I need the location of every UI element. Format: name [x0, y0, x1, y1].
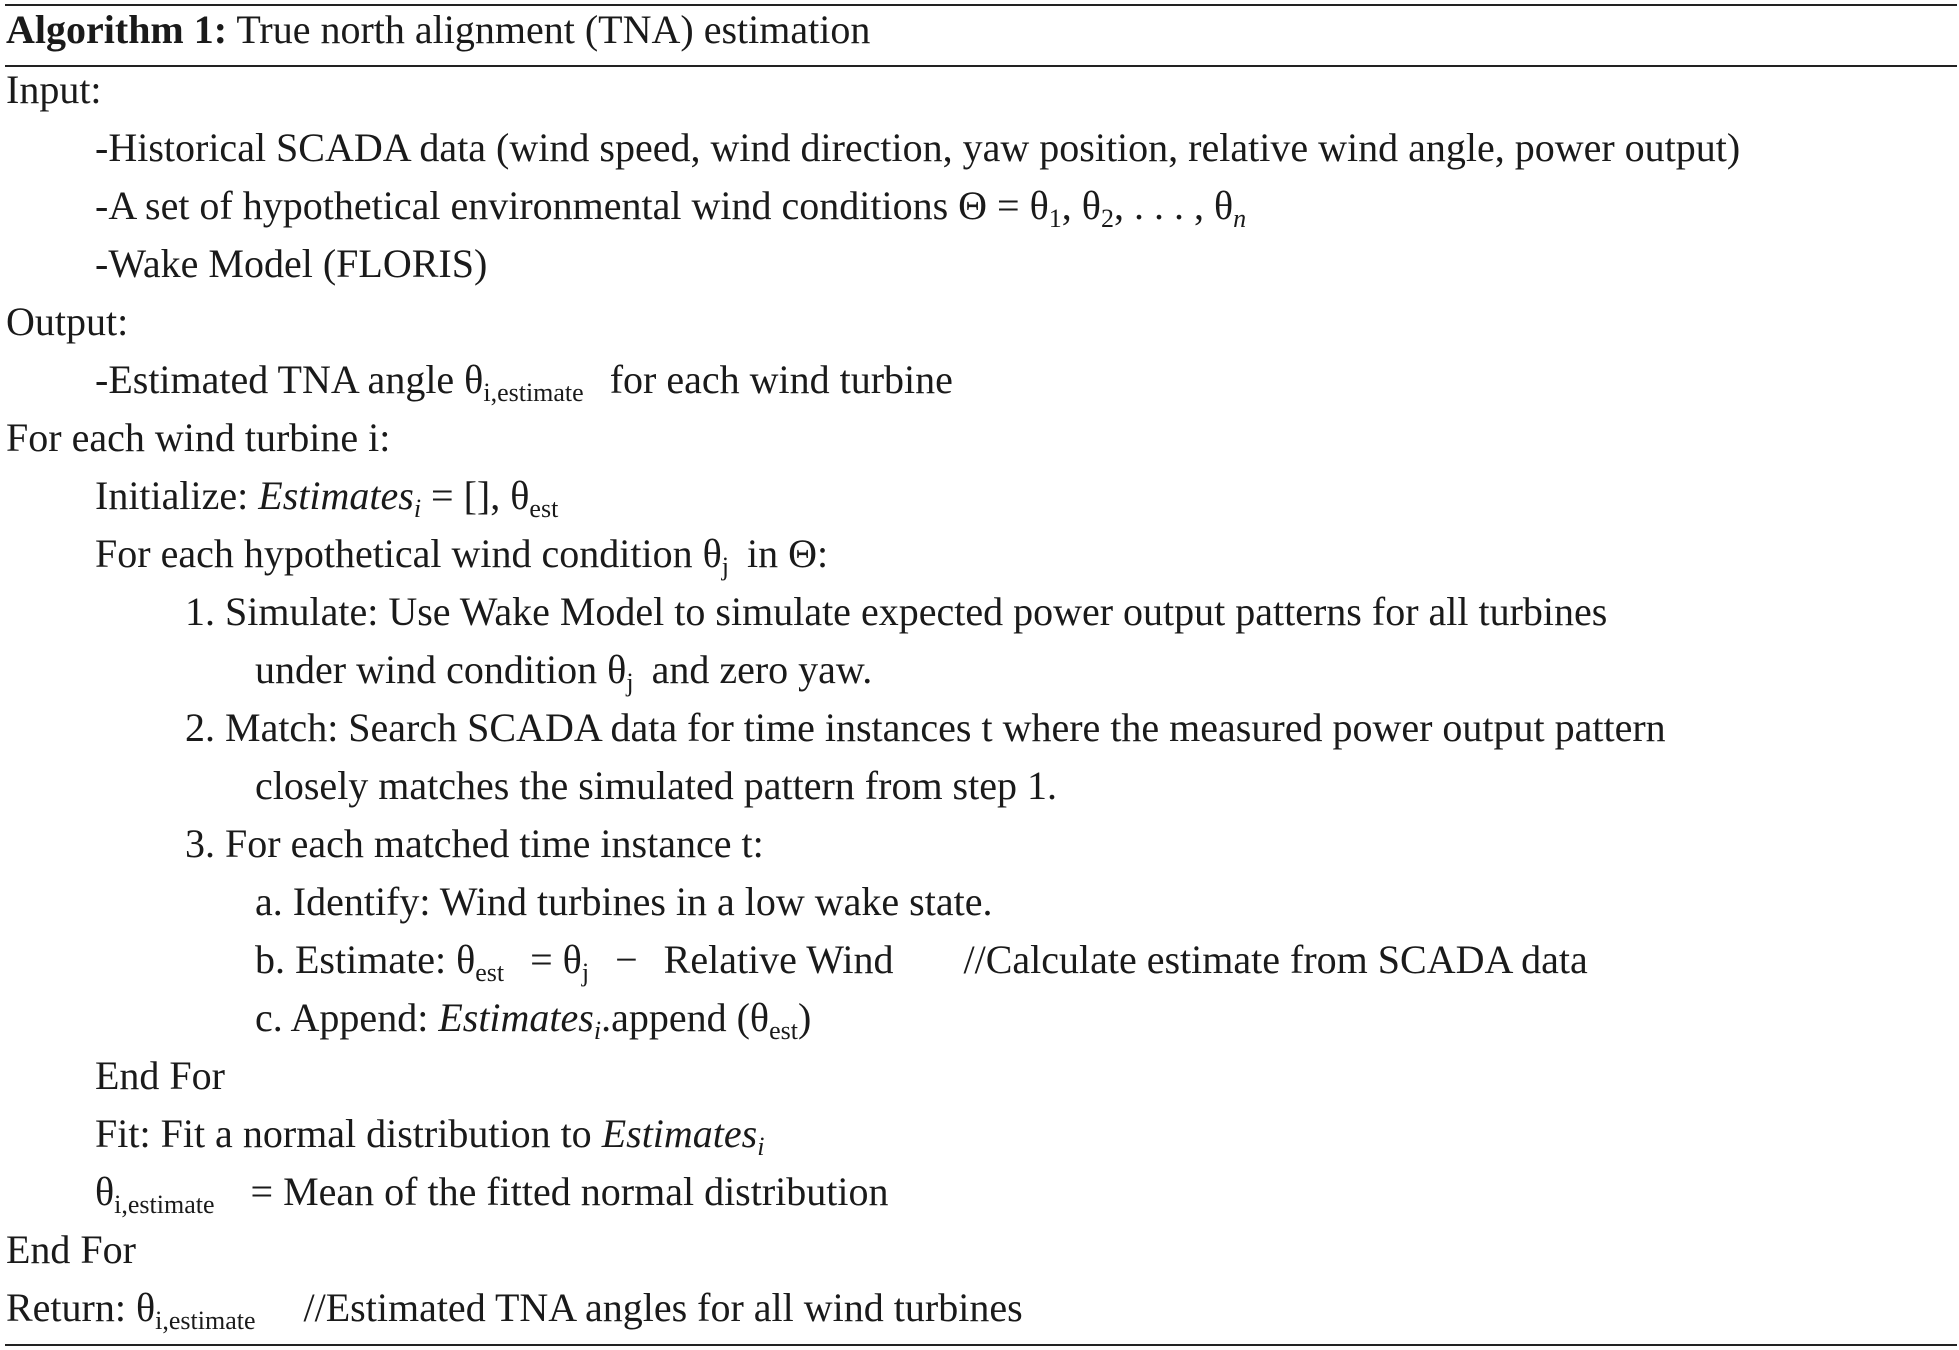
- step-1-text: 1. Simulate: Use Wake Model to simulate expected power output patterns for all turbines: [185, 589, 1608, 634]
- bottom-rule: [5, 1344, 1957, 1346]
- subscript-j: j: [721, 552, 730, 581]
- step-2-text: 2. Match: Search SCADA data for time instances t where the measured power output pattern: [185, 705, 1666, 750]
- mean-text: = Mean of the fitted normal distribution: [250, 1169, 889, 1214]
- input-label: Input:: [6, 67, 102, 112]
- relative-wind-term: Relative Wind: [663, 937, 894, 982]
- subscript-i-estimate: i,estimate: [155, 1306, 256, 1335]
- header-rule: [5, 65, 1957, 67]
- return-comment: //Estimated TNA angles for all wind turbines: [303, 1285, 1023, 1330]
- step-3c-text: c. Append:: [255, 995, 439, 1040]
- subscript-i-estimate: i,estimate: [114, 1190, 215, 1219]
- step-1b-suffix: and zero yaw.: [651, 647, 873, 692]
- end-for-outer: [6, 1226, 136, 1274]
- step-3c-append: [255, 994, 812, 1045]
- subscript-est: est: [769, 1016, 798, 1045]
- estimates-var: Estimates: [601, 1111, 758, 1156]
- input-item-wind-conditions: [95, 182, 1247, 233]
- estimates-var: Estimates: [438, 995, 594, 1040]
- input-conditions-sep-2: , . . . , θ: [1113, 183, 1234, 228]
- for-each-turbine: [6, 414, 390, 462]
- algorithm-title-line: [6, 6, 870, 54]
- for-condition-suffix: in Θ:: [747, 531, 829, 576]
- step-2-match: [185, 704, 1666, 752]
- subscript-1: 1: [1048, 204, 1062, 233]
- step-1-simulate: [185, 588, 1607, 636]
- end-for-inner: [95, 1052, 225, 1100]
- input-item-wake-model: [95, 240, 487, 288]
- output-tna-text: -Estimated TNA angle θ: [95, 357, 484, 402]
- subscript-j: j: [581, 958, 590, 987]
- algorithm-title: True north alignment (TNA) estimation: [236, 7, 871, 52]
- fit-text: Fit: Fit a normal distribution to: [95, 1111, 602, 1156]
- subscript-i: i: [757, 1132, 765, 1161]
- initialize-line: [95, 472, 559, 523]
- fit-line: [95, 1110, 765, 1161]
- initialize-text: Initialize:: [95, 473, 259, 518]
- mean-line: [95, 1168, 889, 1219]
- step-3b-comment: //Calculate estimate from SCADA data: [963, 937, 1588, 982]
- step-2-continuation: [255, 762, 1057, 810]
- input-wake-model-text: -Wake Model (FLORIS): [95, 241, 488, 286]
- for-condition-text: For each hypothetical wind condition θ: [95, 531, 722, 576]
- step-3-text: 3. For each matched time instance t:: [185, 821, 764, 866]
- step-3a-text: a. Identify: Wind turbines in a low wake state.: [255, 879, 993, 924]
- input-scada-text: -Historical SCADA data (wind speed, wind direction, yaw position, relative wind angle, power output): [95, 125, 1741, 170]
- for-each-condition: [95, 530, 829, 581]
- minus-sign: −: [615, 937, 638, 982]
- append-call: .append (θ: [601, 995, 770, 1040]
- step-3b-equals: = θ: [530, 937, 582, 982]
- output-item-tna: [95, 356, 953, 407]
- subscript-i-estimate: i,estimate: [483, 378, 584, 407]
- input-conditions-text: -A set of hypothetical environmental wind conditions Θ = θ: [95, 183, 1049, 228]
- return-line: [6, 1284, 1023, 1335]
- close-paren: ): [797, 995, 812, 1040]
- step-3-for-each-instance: [185, 820, 764, 868]
- step-3a-identify: [255, 878, 992, 926]
- subscript-i: i: [413, 494, 422, 523]
- step-3b-text: b. Estimate: θ: [255, 937, 476, 982]
- algorithm-label: Algorithm 1:: [6, 7, 228, 52]
- theta-symbol: θ: [95, 1169, 115, 1214]
- end-for-inner-text: End For: [95, 1053, 225, 1098]
- step-3b-estimate: [255, 936, 1588, 987]
- subscript-est: est: [529, 494, 559, 523]
- subscript-2: 2: [1100, 204, 1114, 233]
- step-1-continuation: [255, 646, 873, 697]
- subscript-n: n: [1233, 204, 1247, 233]
- output-label: Output:: [6, 299, 129, 344]
- subscript-j: j: [626, 668, 634, 697]
- output-tna-suffix: for each wind turbine: [609, 357, 953, 402]
- step-1b-text: under wind condition θ: [255, 647, 627, 692]
- step-2b-text: closely matches the simulated pattern from step 1.: [255, 763, 1057, 808]
- output-heading: [6, 298, 128, 346]
- input-heading: [6, 66, 102, 114]
- estimates-var: Estimates: [258, 473, 414, 518]
- input-conditions-sep-1: , θ: [1061, 183, 1101, 228]
- initialize-mid: = [], θ: [421, 473, 530, 518]
- subscript-est: est: [475, 958, 505, 987]
- for-turbine-text: For each wind turbine i:: [6, 415, 391, 460]
- return-text: Return: θ: [6, 1285, 156, 1330]
- subscript-i: i: [593, 1016, 602, 1045]
- input-item-scada: [95, 124, 1740, 172]
- end-for-outer-text: End For: [6, 1227, 136, 1272]
